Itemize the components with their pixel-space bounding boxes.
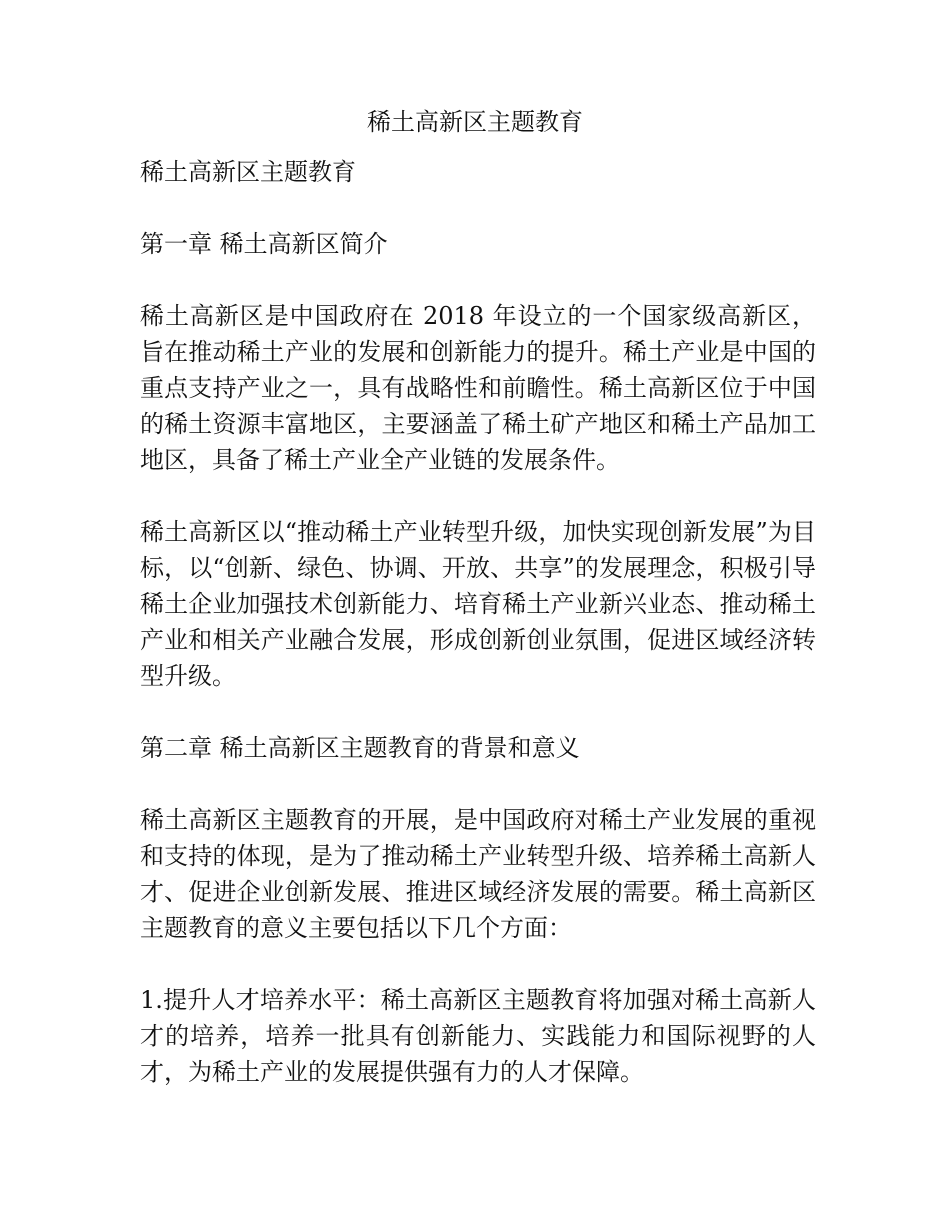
- body-paragraph: 稀土高新区以“推动稀土产业转型升级，加快实现创新发展”为目标，以“创新、绿色、协调、开放、共享”的发展理念，积极引导稀土企业加强技术创新能力、培育稀土产业新兴业态、推动稀土产业和相关产业融合发展，形成创新创业氛围，促进区域经济转型升级。: [140, 518, 816, 690]
- body-paragraph: 稀土高新区是中国政府在 2018 年设立的一个国家级高新区，旨在推动稀土产业的发展和创新能力的提升。稀土产业是中国的重点支持产业之一，具有战略性和前瞻性。稀土高新区位于中国的稀土资源丰富地区，主要涵盖了稀土矿产地区和稀土产品加工地区，具备了稀土产业全产业链的发展条件。: [140, 302, 816, 474]
- document-title: 稀土高新区主题教育: [367, 108, 583, 136]
- chapter-two-heading: 第二章 稀土高新区主题教育的背景和意义: [140, 734, 580, 762]
- body-paragraph: 稀土高新区主题教育的开展，是中国政府对稀土产业发展的重视和支持的体现，是为了推动稀土产业转型升级、培养稀土高新人才、促进企业创新发展、推进区域经济发展的需要。稀土高新区主题教育的意义主要包括以下几个方面：: [140, 806, 816, 942]
- list-item-paragraph: 1.提升人才培养水平：稀土高新区主题教育将加强对稀土高新人才的培养，培养一批具有创新能力、实践能力和国际视野的人才，为稀土产业的发展提供强有力的人才保障。: [140, 986, 816, 1086]
- document-body: [140, 154, 816, 1126]
- chapter-one-heading: 第一章 稀土高新区简介: [140, 230, 388, 258]
- subtitle-paragraph: 稀土高新区主题教育: [140, 158, 356, 186]
